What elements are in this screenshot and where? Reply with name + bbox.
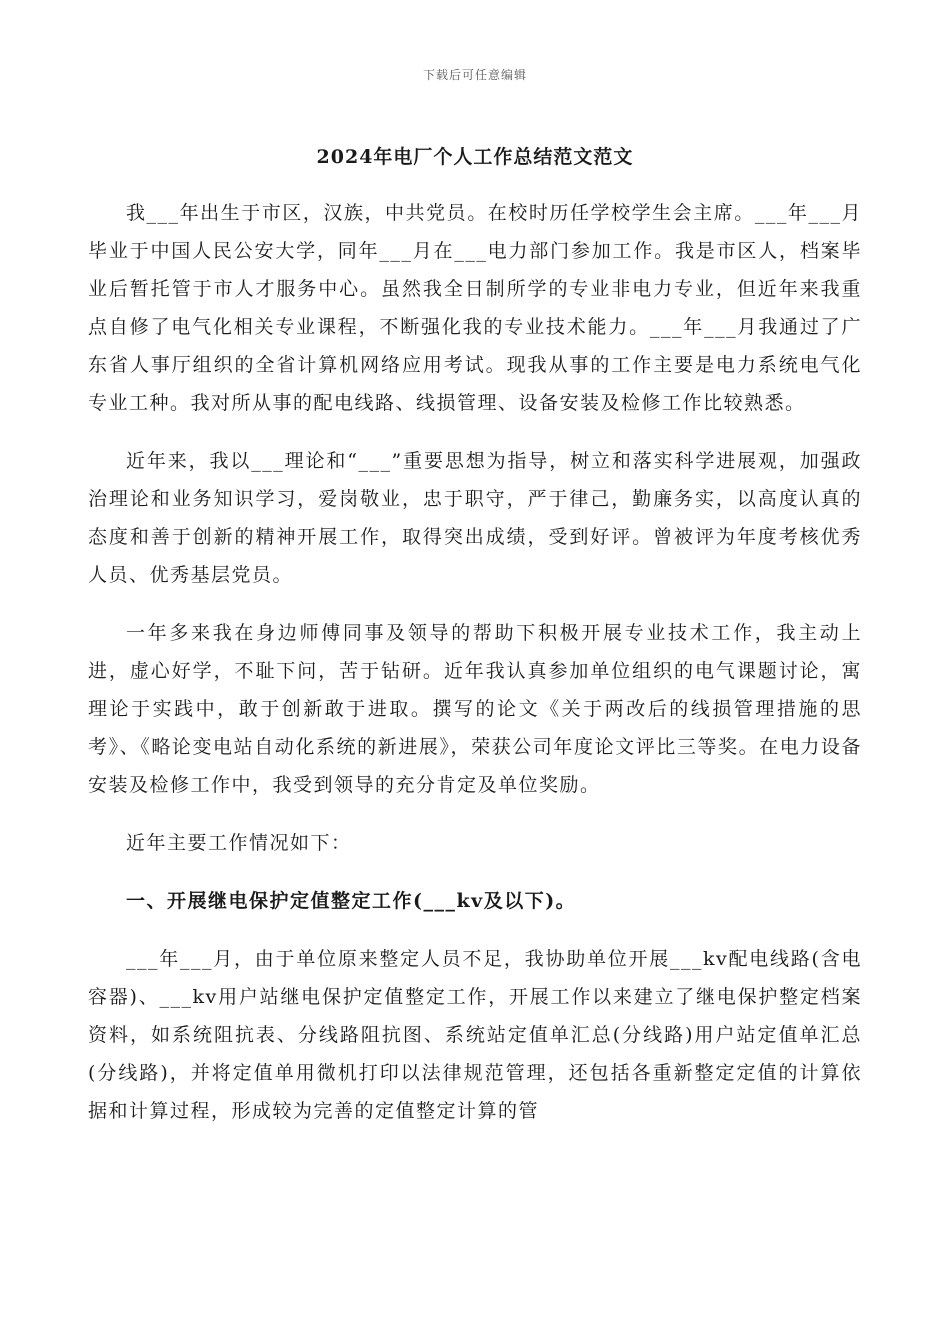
page-header-note: 下载后可任意编辑 <box>422 68 527 82</box>
paragraph-political-study: 近年来，我以___理论和“___”重要思想为指导，树立和落实科学进展观，加强政治理论和业务知识学习，爱岗敬业，忠于职守，严于律己，勤廉务实，以高度认真的态度和善于创新的精神开展工作，取得突出成绩，受到好评。曾被评为年度考核优秀人员、优秀基层党员。 <box>88 450 862 586</box>
paragraph-work-intro: 近年主要工作情况如下： <box>126 832 352 854</box>
section-heading-relay-protection: 一、开展继电保护定值整定工作(___kv及以下)。 <box>126 890 577 912</box>
document-title: 2024年电厂个人工作总结范文范文 <box>316 146 634 168</box>
paragraph-personal-background: 我___年出生于市区，汉族，中共党员。在校时历任学校学生会主席。___年___月毕业于中国人民公安大学，同年___月在___电力部门参加工作。我是市区人，档案毕业后暂托管于市人才服务中心。虽然我全日制所学的专业非电力专业，但近年来我重点自修了电气化相关专业课程，不断强化我的专业技术能力。___年___月我通过了广东省人事厅组织的全省计算机网络应用考试。现我从事的工作主要是电力系统电气化专业工种。我对所从事的配电线路、线损管理、设备安装及检修工作比较熟悉。 <box>88 202 862 414</box>
paragraph-relay-protection-details: ___年___月，由于单位原来整定人员不足，我协助单位开展___kv配电线路(含电容器)、___kv用户站继电保护定值整定工作，开展工作以来建立了继电保护整定档案资料，如系统阻抗表、分线路阻抗图、系统站定值单汇总(分线路)用户站定值单汇总(分线路)，并将定值单用微机打印以法律规范管理，还包括各重新整定定值的计算依据和计算过程，形成较为完善的定值整定计算的管 <box>88 948 862 1122</box>
paragraph-technical-work: 一年多来我在身边师傅同事及领导的帮助下积极开展专业技术工作，我主动上进，虚心好学，不耻下问，苦于钻研。近年我认真参加单位组织的电气课题讨论，寓理论于实践中，敢于创新敢于进取。撰写的论文《关于两改后的线损管理措施的思考》、《略论变电站自动化系统的新进展》，荣获公司年度论文评比三等奖。在电力设备安装及检修工作中，我受到领导的充分肯定及单位奖励。 <box>88 622 862 796</box>
document-body <box>88 194 862 1150</box>
